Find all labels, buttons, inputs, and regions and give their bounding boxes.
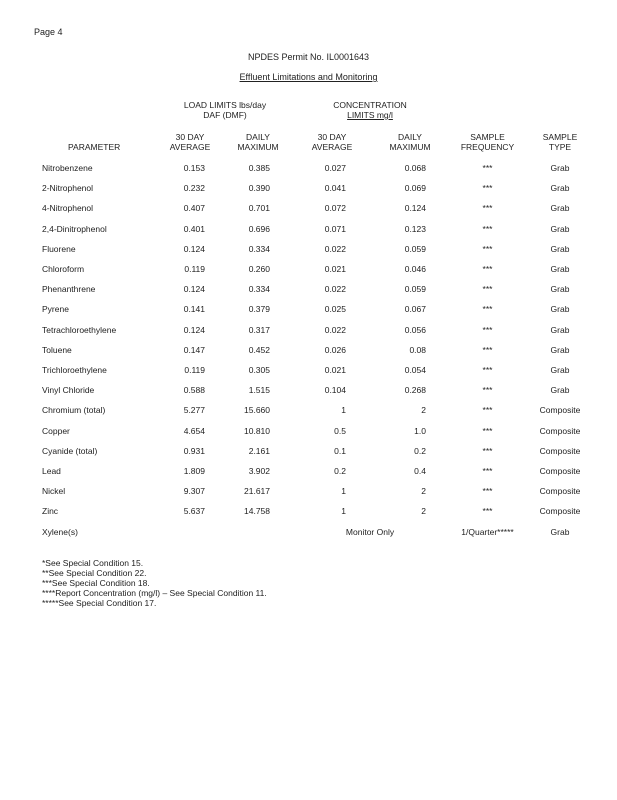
load-30day-average: 0.931 [183, 445, 205, 456]
sample-frequency: *** [482, 284, 493, 295]
conc-30day-average: 0.026 [324, 344, 346, 355]
param-name: Nitrobenzene [42, 163, 93, 173]
conc-daily-maximum: 0.08 [409, 344, 426, 355]
conc-30day-average: 0.1 [334, 445, 346, 456]
load-30day-average: 4.654 [183, 425, 205, 436]
table-row [0, 385, 617, 399]
load-daily-maximum: 0.305 [248, 365, 270, 375]
sample-frequency: *** [482, 506, 493, 517]
parameter-header: PARAMETER [68, 142, 121, 152]
sample-frequency: *** [482, 183, 493, 194]
sample-type: Grab [550, 365, 570, 375]
load-30day-average: 0.141 [183, 304, 205, 315]
table-row [0, 203, 617, 217]
param-name: 2-Nitrophenol [42, 183, 94, 194]
sample-frequency: *** [482, 425, 493, 436]
sample-type: Composite [539, 445, 581, 456]
sample-frequency: *** [482, 264, 493, 274]
conc-30day-average: 0.104 [324, 385, 346, 396]
sample-type: Grab [550, 344, 570, 355]
load-30day-average: 0.147 [183, 344, 205, 355]
conc-daily-maximum: 0.054 [404, 365, 426, 375]
conc-30day-average: 0.071 [324, 223, 346, 234]
conc-30day-average: 0.5 [334, 425, 346, 436]
table-row-xylene [0, 527, 617, 541]
conc-30day-average: 0.022 [324, 243, 346, 254]
conc-30day-average: 1 [341, 405, 346, 416]
load-daily-maximum: 0.334 [248, 284, 270, 295]
conc-30day-l2: AVERAGE [311, 142, 353, 152]
sample-frequency-l1: SAMPLE [470, 132, 505, 142]
param-name: Phenanthrene [42, 284, 96, 295]
conc-daily-header [380, 132, 440, 152]
sample-frequency: *** [482, 466, 493, 476]
sample-type: Composite [539, 405, 581, 416]
sample-type: Grab [550, 223, 570, 234]
sample-frequency: *** [482, 344, 493, 355]
load-30day-average: 9.307 [183, 486, 205, 497]
conc-daily-maximum: 0.124 [404, 203, 426, 214]
param-name: Pyrene [42, 304, 69, 315]
table-row [0, 405, 617, 419]
conc-daily-maximum: 0.068 [404, 163, 426, 173]
sample-type: Composite [539, 506, 581, 517]
load-daily-maximum: 2.161 [248, 445, 270, 456]
table-row [0, 284, 617, 298]
load-30day-average: 0.588 [183, 385, 205, 396]
sample-type-l1: SAMPLE [542, 132, 578, 142]
table-row [0, 163, 617, 177]
load-30day-average: 0.232 [183, 183, 205, 194]
conc-30day-average: 0.022 [324, 324, 346, 335]
sample-type: Grab [550, 243, 570, 254]
param-name: Copper [42, 425, 70, 436]
param-name: Tetrachloroethylene [42, 324, 117, 335]
conc-30day-average: 0.041 [324, 183, 346, 194]
sample-frequency: *** [482, 365, 493, 375]
load-daily-maximum: 0.452 [248, 344, 270, 355]
load-daily-maximum: 10.810 [244, 425, 270, 436]
table-row [0, 244, 617, 258]
sample-frequency: *** [482, 405, 493, 416]
conc-daily-maximum: 0.059 [404, 243, 426, 254]
param-name: Chloroform [42, 264, 85, 274]
concentration-header [300, 100, 440, 120]
sample-frequency: *** [482, 163, 493, 173]
sample-type-l2: TYPE [548, 142, 572, 152]
load-daily-maximum: 14.758 [244, 506, 270, 517]
table-row [0, 466, 617, 480]
param-name: Cyanide (total) [42, 445, 98, 456]
monitor-only-text: Monitor Only [345, 527, 395, 537]
sample-frequency: 1/Quarter***** [461, 527, 514, 537]
conc-daily-maximum: 0.059 [404, 284, 426, 295]
conc-daily-maximum: 0.123 [404, 223, 426, 234]
footnote: ****Report Concentration (mg/l) – See Special Condition 11. [42, 588, 267, 598]
sample-type: Grab [550, 163, 570, 173]
load-daily-maximum: 1.515 [248, 385, 270, 396]
sample-type: Grab [550, 304, 570, 315]
conc-30day-average: 0.2 [334, 466, 346, 476]
load-daily-maximum: 0.701 [248, 203, 270, 214]
sample-type: Composite [539, 425, 581, 436]
table-row [0, 446, 617, 460]
param-name: Lead [42, 466, 61, 476]
load-limits-header [160, 100, 290, 120]
load-30day-average: 5.277 [183, 405, 205, 416]
conc-daily-maximum: 0.056 [404, 324, 426, 335]
load-daily-maximum: 3.902 [248, 466, 270, 476]
load-30day-l2: AVERAGE [169, 142, 211, 152]
sample-frequency: *** [482, 223, 493, 234]
footnotes [42, 558, 267, 608]
load-daily-maximum: 0.334 [248, 243, 270, 254]
sample-type: Grab [550, 203, 570, 214]
load-30day-average: 0.124 [183, 243, 205, 254]
load-30day-average: 0.119 [184, 264, 205, 274]
load-daily-maximum: 15.660 [244, 405, 270, 416]
conc-30day-header [302, 132, 362, 152]
sample-type: Composite [539, 486, 581, 497]
sample-type: Grab [550, 324, 570, 335]
conc-daily-maximum: 0.069 [404, 183, 426, 194]
section-title-text: Effluent Limitations and Monitoring [239, 72, 378, 82]
footnote: **See Special Condition 22. [42, 568, 147, 578]
load-daily-maximum: 0.696 [248, 223, 270, 234]
table-row [0, 183, 617, 197]
load-limits-line2: DAF (DMF) [203, 110, 247, 120]
table-row [0, 304, 617, 318]
sample-type-header [525, 132, 595, 152]
table-row [0, 345, 617, 359]
conc-daily-maximum: 0.067 [404, 304, 426, 315]
load-limits-line1: LOAD LIMITS lbs/day [183, 100, 267, 110]
sample-type: Grab [550, 527, 570, 537]
load-daily-maximum: 21.617 [244, 486, 270, 497]
sample-type: Grab [550, 264, 570, 274]
table-row [0, 486, 617, 500]
sample-frequency: *** [482, 445, 493, 456]
load-30day-average: 0.124 [183, 284, 205, 295]
param-name: Toluene [42, 344, 72, 355]
sample-frequency: *** [482, 385, 493, 396]
param-name: Zinc [42, 506, 59, 517]
conc-30day-average: 0.072 [324, 203, 346, 214]
load-30day-average: 5.637 [183, 506, 205, 517]
conc-30day-average: 0.027 [324, 163, 346, 173]
table-row [0, 264, 617, 278]
load-daily-l1: DAILY [246, 132, 270, 142]
table-row [0, 426, 617, 440]
sample-frequency: *** [482, 304, 493, 315]
load-daily-l2: MAXIMUM [237, 142, 279, 152]
sample-type: Grab [550, 284, 570, 295]
param-name: 4-Nitrophenol [42, 203, 94, 214]
load-30day-average: 0.124 [183, 324, 205, 335]
table-row [0, 224, 617, 238]
load-30day-average: 1.809 [183, 466, 205, 476]
param-name: Chromium (total) [42, 405, 106, 416]
sample-frequency-header [445, 132, 530, 152]
param-name: Trichloroethylene [42, 365, 107, 375]
load-30day-average: 0.153 [183, 163, 205, 173]
param-name: 2,4-Dinitrophenol [42, 223, 107, 234]
load-30day-l1: 30 DAY [175, 132, 205, 142]
conc-daily-maximum: 1.0 [414, 425, 426, 436]
conc-daily-maximum: 0.268 [404, 385, 426, 396]
sample-frequency-l2: FREQUENCY [460, 142, 515, 152]
param-name: Nickel [42, 486, 66, 497]
conc-30day-average: 0.025 [324, 304, 346, 315]
sample-type: Composite [539, 466, 581, 476]
load-30day-header [160, 132, 220, 152]
footnote: ***See Special Condition 18. [42, 578, 150, 588]
conc-daily-l2: MAXIMUM [389, 142, 431, 152]
load-30day-average: 0.401 [183, 223, 205, 234]
load-30day-average: 0.407 [183, 203, 205, 214]
conc-daily-maximum: 2 [421, 405, 426, 416]
footnote: *****See Special Condition 17. [42, 598, 157, 608]
param-name: Fluorene [42, 243, 76, 254]
conc-daily-maximum: 0.2 [414, 445, 426, 456]
load-daily-maximum: 0.390 [248, 183, 270, 194]
sample-type: Grab [550, 385, 570, 396]
load-daily-maximum: 0.317 [248, 324, 270, 335]
load-daily-maximum: 0.379 [248, 304, 270, 315]
sample-type: Grab [550, 183, 570, 194]
load-30day-average: 0.119 [184, 365, 205, 375]
table-row [0, 365, 617, 379]
conc-30day-average: 1 [341, 506, 346, 517]
conc-daily-maximum: 0.046 [404, 264, 426, 274]
conc-30day-average: 1 [341, 486, 346, 497]
page-label: Page 4 [34, 27, 63, 37]
conc-daily-maximum: 2 [421, 506, 426, 517]
sample-frequency: *** [482, 324, 493, 335]
load-daily-maximum: 0.260 [248, 264, 270, 274]
table-row [0, 325, 617, 339]
permit-number: NPDES Permit No. IL0001643 [247, 52, 370, 62]
conc-30day-average: 0.022 [324, 284, 346, 295]
footnote: *See Special Condition 15. [42, 558, 144, 568]
conc-30day-average: 0.021 [324, 264, 346, 274]
sample-frequency: *** [482, 203, 493, 214]
conc-30day-l1: 30 DAY [317, 132, 347, 142]
section-title [0, 72, 617, 82]
sample-frequency: *** [482, 243, 493, 254]
param-name: Xylene(s) [42, 527, 78, 537]
load-daily-header [228, 132, 288, 152]
conc-daily-l1: DAILY [398, 132, 422, 142]
concentration-line2: LIMITS mg/l [347, 110, 393, 120]
conc-daily-maximum: 0.4 [414, 466, 426, 476]
param-name: Vinyl Chloride [42, 385, 95, 396]
conc-30day-average: 0.021 [324, 365, 346, 375]
load-daily-maximum: 0.385 [248, 163, 270, 173]
concentration-line1: CONCENTRATION [333, 100, 407, 110]
table-row [0, 506, 617, 520]
conc-daily-maximum: 2 [421, 486, 426, 497]
sample-frequency: *** [482, 486, 493, 497]
